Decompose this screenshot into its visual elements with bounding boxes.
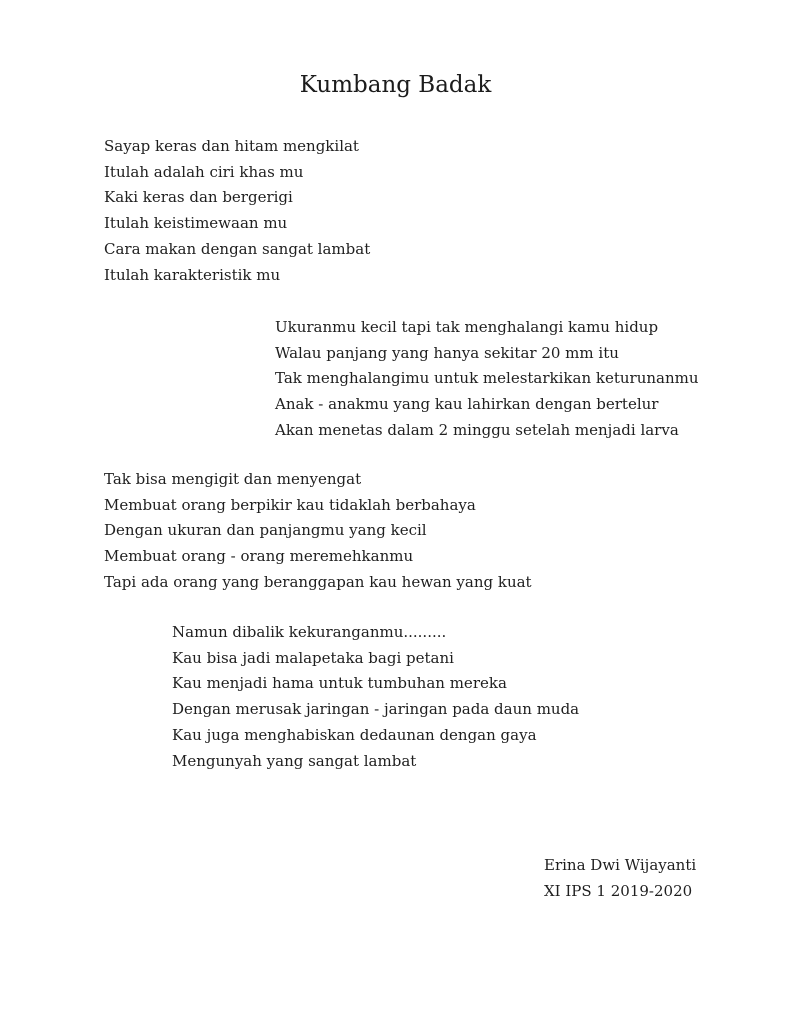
poem-line: Itulah adalah ciri khas mu bbox=[104, 162, 304, 181]
author-name: Erina Dwi Wijayanti bbox=[544, 856, 697, 874]
stanza-4 bbox=[172, 620, 579, 774]
poem-line: Mengunyah yang sangat lambat bbox=[172, 751, 417, 770]
poem-line: Tak menghalangimu untuk melestarkikan keturunanmu bbox=[275, 369, 699, 388]
poem-line: Kau juga menghabiskan dedaunan dengan gaya bbox=[172, 725, 537, 744]
poem-line: Namun dibalik kekuranganmu......... bbox=[172, 623, 447, 641]
stanza-2 bbox=[275, 315, 699, 444]
poem-line: Cara makan dengan sangat lambat bbox=[104, 239, 371, 258]
poem-line: Kau menjadi hama untuk tumbuhan mereka bbox=[172, 674, 507, 693]
poem-line: Dengan ukuran dan panjangmu yang kecil bbox=[104, 521, 427, 540]
poem-line: Sayap keras dan hitam mengkilat bbox=[104, 137, 359, 155]
poem-line: Membuat orang - orang meremehkanmu bbox=[104, 547, 414, 566]
stanza-3 bbox=[104, 467, 532, 596]
poem-title: Kumbang Badak bbox=[299, 72, 492, 98]
poem-line: Walau panjang yang hanya sekitar 20 mm itu bbox=[275, 343, 619, 362]
poem-line: Tak bisa mengigit dan menyengat bbox=[104, 470, 362, 488]
poem-line: Dengan merusak jaringan - jaringan pada daun muda bbox=[172, 700, 580, 719]
poem-line: Itulah keistimewaan mu bbox=[104, 214, 288, 233]
poem-line: Anak - anakmu yang kau lahirkan dengan bertelur bbox=[275, 395, 659, 414]
poem-line: Kau bisa jadi malapetaka bagi petani bbox=[172, 648, 454, 667]
poem-line: Membuat orang berpikir kau tidaklah berbahaya bbox=[104, 495, 476, 514]
stanza-1 bbox=[104, 134, 370, 288]
poem-line: Tapi ada orang yang beranggapan kau hewan yang kuat bbox=[104, 572, 532, 591]
class-year: XI IPS 1 2019-2020 bbox=[544, 882, 693, 900]
signature-block bbox=[544, 852, 696, 904]
poem-line: Kaki keras dan bergerigi bbox=[104, 188, 293, 207]
poem-line: Itulah karakteristik mu bbox=[104, 265, 281, 284]
poem-line: Akan menetas dalam 2 minggu setelah menjadi larva bbox=[275, 420, 679, 439]
poem-line: Ukuranmu kecil tapi tak menghalangi kamu hidup bbox=[275, 318, 659, 336]
